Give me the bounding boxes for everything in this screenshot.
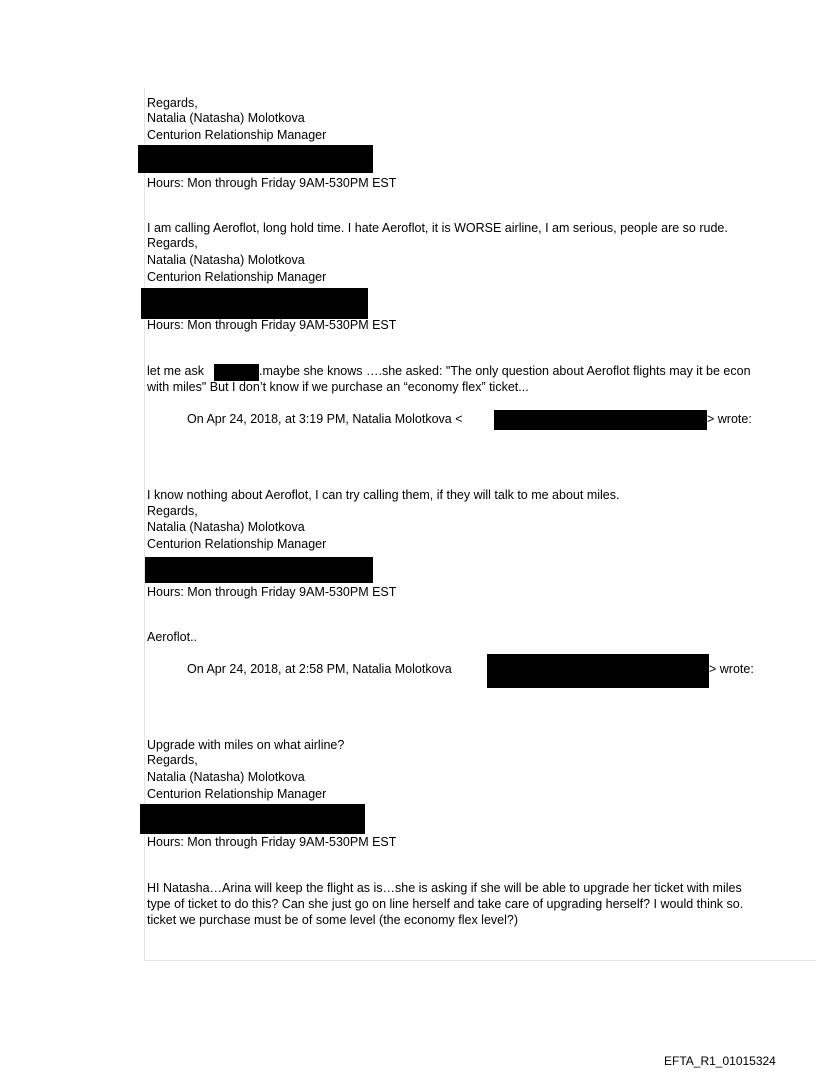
signature-name: Natalia (Natasha) Molotkova [147,111,305,125]
signature-hours: Hours: Mon through Friday 9AM-530PM EST [147,176,397,190]
redaction-box [140,804,365,834]
document-id: EFTA_R1_01015324 [664,1054,776,1068]
signature-regards: Regards, [147,236,198,250]
page-border-bottom [144,960,816,961]
signature-regards: Regards, [147,96,198,110]
redaction-box [138,145,373,173]
signature-title: Centurion Relationship Manager [147,537,327,551]
message-text: I am calling Aeroflot, long hold time. I hate Aeroflot, it is WORSE airline, I am serious, people are so rude. [147,221,728,235]
message-text: Aeroflot.. [147,630,198,644]
signature-title: Centurion Relationship Manager [147,787,327,801]
message-text: I know nothing about Aeroflot, I can try calling them, if they will talk to me about miles. [147,488,620,502]
redaction-box [494,410,707,430]
signature-title: Centurion Relationship Manager [147,128,327,142]
message-line-1: HI Natasha…Arina will keep the flight as is…she is asking if she will be able to upgrade her ticket with miles [147,881,742,895]
redaction-box [214,364,259,381]
signature-name: Natalia (Natasha) Molotkova [147,253,305,267]
quote-header-start: On Apr 24, 2018, at 2:58 PM, Natalia Molotkova [187,662,452,676]
redaction-box [145,557,373,583]
message-line-1-start: let me ask [147,364,204,378]
redaction-box [487,654,709,688]
signature-regards: Regards, [147,504,198,518]
message-text: Upgrade with miles on what airline? [147,738,345,752]
message-line-3: ticket we purchase must be of some level (the economy flex level?) [147,913,519,927]
quote-header-end: > wrote: [709,662,754,676]
signature-hours: Hours: Mon through Friday 9AM-530PM EST [147,318,397,332]
redaction-box [141,288,368,319]
signature-hours: Hours: Mon through Friday 9AM-530PM EST [147,585,397,599]
signature-regards: Regards, [147,753,198,767]
signature-title: Centurion Relationship Manager [147,270,327,284]
signature-name: Natalia (Natasha) Molotkova [147,520,305,534]
quote-header-end: > wrote: [707,412,752,426]
signature-hours: Hours: Mon through Friday 9AM-530PM EST [147,835,397,849]
message-line-2: with miles" But I don’t know if we purchase an “economy flex” ticket... [147,380,529,394]
message-line-2: type of ticket to do this? Can she just go on line herself and take care of upgrading herself? I would think so. [147,897,744,911]
message-line-1-end: .maybe she knows ….she asked: "The only question about Aeroflot flights may it be econ [259,364,751,378]
signature-name: Natalia (Natasha) Molotkova [147,770,305,784]
quote-header-start: On Apr 24, 2018, at 3:19 PM, Natalia Molotkova < [187,412,463,426]
